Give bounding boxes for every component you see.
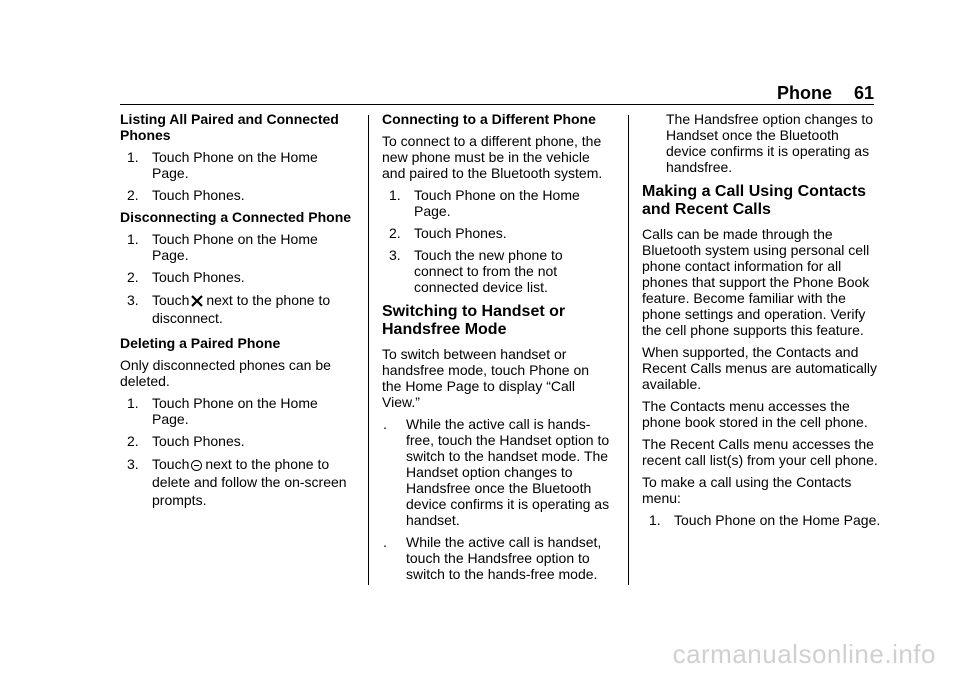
- column-divider: [368, 115, 369, 585]
- list-item: 2. Touch Phones.: [127, 269, 245, 285]
- column-3: [642, 111, 882, 534]
- paragraph: When supported, the Contacts and Recent Calls menus are automatically available.: [642, 344, 877, 392]
- paragraph: To switch between handset or handsfree mode, touch Phone on the Home Page to display “Call View.”: [382, 346, 590, 410]
- heading-making-call: Making a Call Using Contacts and Recent Calls: [642, 183, 867, 218]
- paragraph: To make a call using the Contacts menu:: [642, 474, 852, 506]
- minus-circle-icon: [191, 460, 202, 471]
- paragraph: Only disconnected phones can be deleted.: [120, 357, 331, 389]
- list-item: 3. Touch next to the phone to delete and follow the on-screen prompts.: [127, 456, 347, 508]
- list-item: 2. Touch Phones.: [127, 433, 245, 449]
- heading-listing-phones: Listing All Paired and Connected Phones: [120, 111, 339, 143]
- x-icon: [191, 295, 203, 307]
- heading-switching-mode: Switching to Handset or Handsfree Mode: [382, 303, 566, 338]
- column-1: [120, 111, 356, 515]
- list-item: 3. Touch next to the phone to disconnect.: [127, 292, 331, 326]
- list-item: 1. Touch Phone on the Home Page.: [389, 187, 580, 219]
- header-rule: [120, 104, 874, 105]
- list-item: 2. Touch Phones.: [127, 187, 245, 203]
- column-2: [382, 111, 612, 588]
- heading-disconnecting-phone: Disconnecting a Connected Phone: [120, 209, 352, 225]
- page-number: 61: [853, 83, 874, 103]
- heading-connecting-different-phone: Connecting to a Different Phone: [382, 111, 596, 127]
- paragraph: The Recent Calls menu accesses the recent call list(s) from your cell phone.: [642, 436, 878, 468]
- list-item: . While the active call is handset, touch the Handsfree option to switch to the hands-free mode.: [383, 534, 602, 582]
- list-item: 1. Touch Phone on the Home Page.: [127, 395, 318, 427]
- list-item: . While the active call is hands-free, touch the Handset option to switch to the handset mode. The Handset option changes to Handsfree once the Bluetooth device confirms it is operating as handset.: [383, 416, 610, 528]
- list-item: 2. Touch Phones.: [389, 225, 507, 241]
- column-divider: [628, 115, 629, 585]
- list-item: 1. Touch Phone on the Home Page.: [127, 149, 318, 181]
- watermark: carmanualsonline.info: [672, 639, 936, 669]
- section-title: Phone: [776, 83, 832, 103]
- list-item: 1. Touch Phone on the Home Page.: [127, 231, 318, 263]
- heading-deleting-phone: Deleting a Paired Phone: [120, 335, 281, 351]
- paragraph: The Contacts menu accesses the phone book stored in the cell phone.: [642, 398, 868, 430]
- page-header: [777, 82, 874, 104]
- paragraph: To connect to a different phone, the new phone must be in the vehicle and paired to the Bluetooth system.: [382, 133, 603, 181]
- paragraph-continued: The Handsfree option changes to Handset once the Bluetooth device confirms it is operating as handsfree.: [666, 111, 874, 175]
- paragraph: Calls can be made through the Bluetooth system using personal cell phone contact information for all phones that support the Phone Book feature. Become familiar with the phone settings and operation. Verify the cell phone supports this feature.: [642, 226, 870, 338]
- list-item: 1. Touch Phone on the Home Page.: [649, 512, 881, 528]
- list-item: 3. Touch the new phone to connect to from the not connected device list.: [389, 247, 563, 295]
